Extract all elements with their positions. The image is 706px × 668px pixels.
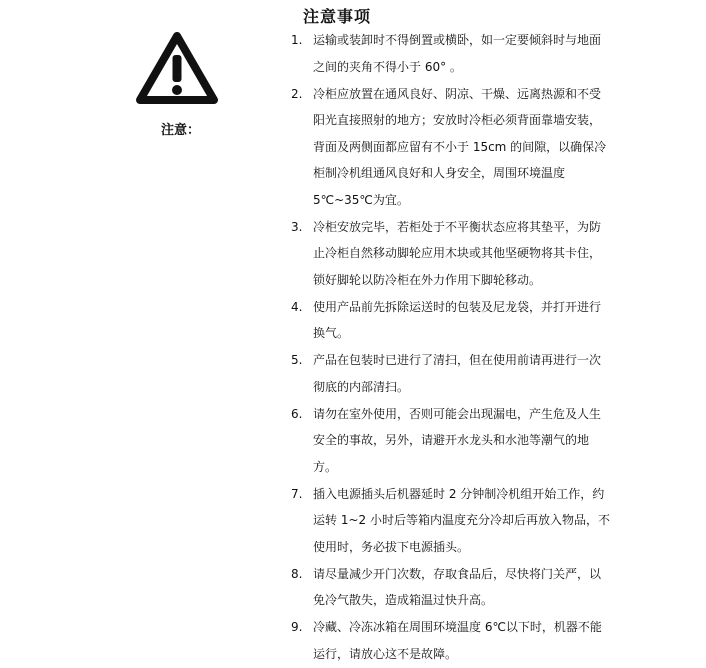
notice-number: 2. [291,86,303,101]
notice-text: 插入电源插头后机器延时 2 分钟制冷机组开始工作，约运转 1~2 小时后等箱内温度充分冷却后再放入物品，不使用时，务必拔下电源插头。 [313,486,610,554]
notice-number: 8. [291,566,303,581]
notice-number: 6. [291,406,303,421]
notice-text: 冷柜应放置在通风良好、阴凉、干燥、远离热源和不受阳光直接照射的地方；安放时冷柜必须背面靠墙安装，背面及两侧面都应留有不小于 15cm 的间隙，以确保冷柜制冷机组通风良好和人身安全，周围环境温度 5℃~35℃为宜。 [313,86,607,207]
warning-label: 注意： [161,123,201,138]
notice-number: 1. [291,33,303,47]
notice-item-5 [288,347,612,400]
notice-text: 产品在包装时已进行了清扫，但在使用前请再进行一次彻底的内部清扫。 [313,353,602,394]
notice-number: 5. [291,353,303,367]
warning-triangle-icon [136,32,218,104]
notice-item-9 [288,614,612,667]
notice-item-2 [288,81,612,214]
notice-number: 4. [291,299,303,314]
notice-item-8 [288,561,612,614]
page-title: 注意事项 [303,7,372,26]
notice-text: 请勿在室外使用，否则可能会出现漏电，产生危及人生安全的事故，另外，请避开水龙头和水池等潮气的地方。 [313,406,602,474]
notice-item-4 [288,294,612,347]
notice-item-3 [288,214,612,294]
notice-item-1 [288,27,612,80]
notice-text: 冷柜安放完毕，若柜处于不平衡状态应将其垫平，为防止冷柜自然移动脚轮应用木块或其他坚硬物将其卡住，锁好脚轮以防冷柜在外力作用下脚轮移动。 [313,219,602,287]
notice-number: 7. [291,486,303,501]
notice-number: 3. [291,219,303,234]
notice-text: 运输或装卸时不得倒置或横卧，如一定要倾斜时与地面之间的夹角不得小于 60° 。 [313,33,602,74]
notice-list [288,27,612,668]
notice-text: 冷藏、冷冻冰箱在周围环境温度 6℃以下时，机器不能运行，请放心这不是故障。 [313,620,602,661]
notice-item-7 [288,481,612,561]
notice-number: 9. [291,620,303,634]
notice-item-6 [288,401,612,481]
notice-text: 使用产品前先拆除运送时的包装及尼龙袋，并打开进行换气。 [313,299,602,340]
notice-text: 请尽量减少开门次数，存取食品后，尽快将门关严，以免冷气散失，造成箱温过快升高。 [313,566,602,607]
